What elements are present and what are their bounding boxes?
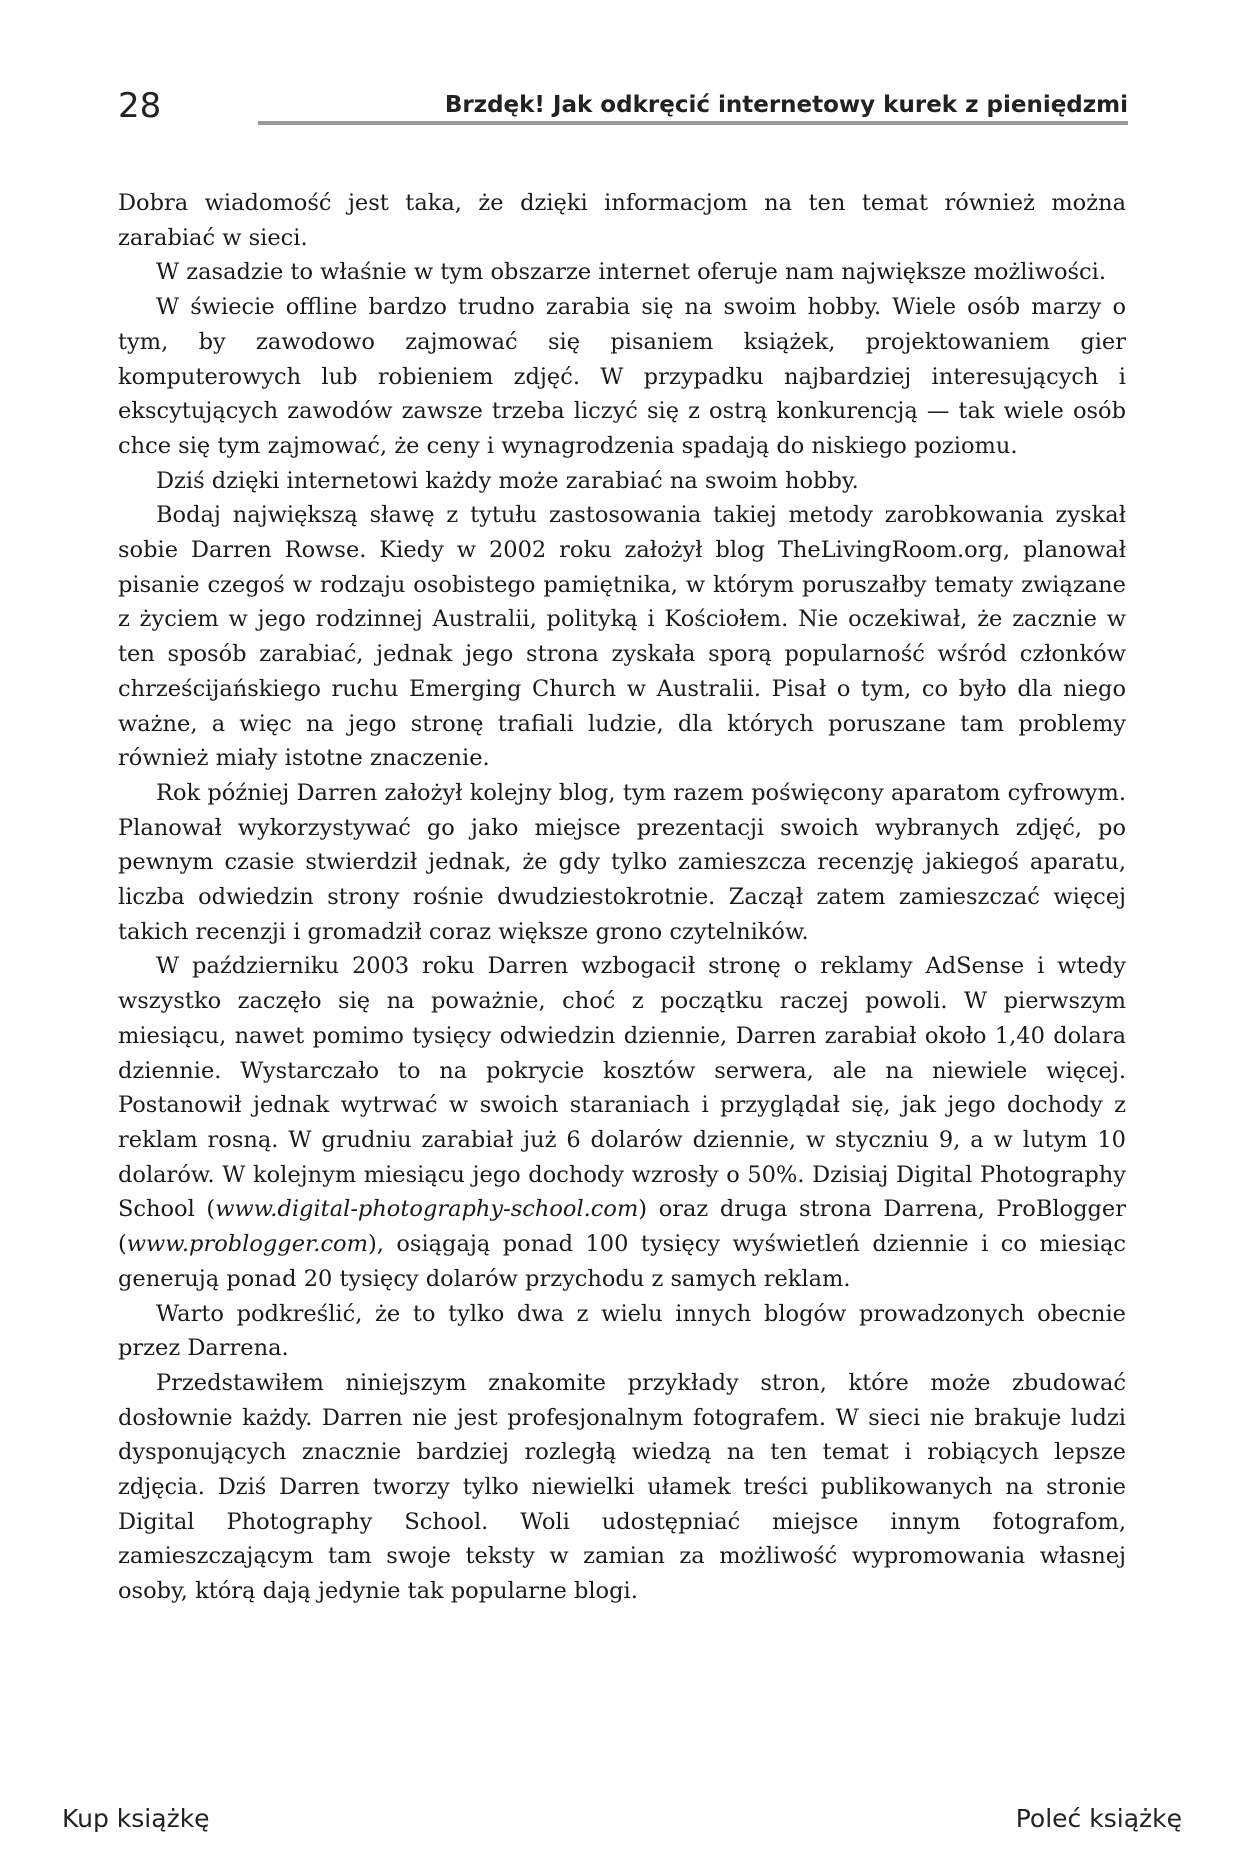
recommend-book-link[interactable]: Poleć książkę (1015, 1804, 1182, 1833)
paragraph-8: Warto podkreślić, że to tylko dwa z wielu innych blogów prowadzonych obecnie przez Darrena. (118, 1300, 1126, 1362)
paragraph-7: W październiku 2003 roku Darren wzbogacił stronę o reklamy AdSense i wtedy wszystko zaczęło się na poważnie, choć z początku raczej powoli. W pierwszym miesiącu, nawet pomimo tysięcy odwiedzin dziennie, Darren zarabiał około 1,40 dolara dziennie. Wystarczało to na pokrycie kosztów serwera, ale na niewiele więcej. Postanowił jednak wytrwać w swoich staraniach i przyglądał się, jak jego dochody z reklam rosną. W grudniu zarabiał już 6 dolarów dziennie, w styczniu 9, a w lutym 10 dolarów. W kolejnym miesiącu jego dochody wzrosły o 50%. Dzisiaj Digital Photography School (www.digital-photography-school.com) oraz druga strona Darrena, ProBlogger (www.problogger.com), osiągają ponad 100 tysięcy wyświetleń dziennie i co miesiąc generują ponad 20 tysięcy dolarów przychodu z samych reklam. (118, 953, 1126, 1292)
page-number: 28 (118, 86, 162, 126)
url-text: www.digital-photography-school.com (215, 1196, 639, 1223)
paragraph-9: Przedstawiłem niniejszym znakomite przykłady stron, które może zbudować dosłownie każdy. Darren nie jest profesjonalnym fotografem. W sieci nie brakuje ludzi dysponujących znacznie bardziej rozległą wiedzą na ten temat i robiących lepsze zdjęcia. Dziś Darren tworzy tylko niewielki ułamek treści publikowanych na stronie Digital Photography School. Woli udostępniać miejsce innym fotografom, zamieszczającym tam swoje teksty w zamian za możliwość wypromowania własnej osoby, którą dają jedynie tak popularne blogi. (118, 1369, 1126, 1605)
paragraph-2: W zasadzie to właśnie w tym obszarze internet oferuje nam największe możliwości. (156, 259, 1106, 286)
paragraph-5: Bodaj największą sławę z tytułu zastosowania takiej metody zarobkowania zyskał sobie Darren Rowse. Kiedy w 2002 roku założył blog TheLivingRoom.org, planował pisanie czegoś w rodzaju osobistego pamiętnika, w którym poruszałby tematy związane z życiem w jego rodzinnej Australii, polityką i Kościołem. Nie oczekiwał, że zacznie w ten sposób zarabiać, jednak jego strona zyskała sporą popularność wśród członków chrześcijańskiego ruchu Emerging Church w Australii. Pisał o tym, co było dla niego ważne, a więc na jego stronę trafiali ludzie, dla których poruszane tam problemy również miały istotne znaczenie. (118, 502, 1126, 772)
url-text: www.problogger.com (126, 1231, 368, 1258)
paragraph-3: W świecie offline bardzo trudno zarabia się na swoim hobby. Wiele osób marzy o tym, by zawodowo zajmować się pisaniem książek, projektowaniem gier komputerowych lub robieniem zdjęć. W przypadku najbardziej interesujących i ekscytujących zawodów zawsze trzeba liczyć się z ostrą konkurencją — tak wiele osób chce się tym zajmować, że ceny i wynagrodzenia spadają do niskiego poziomu. (118, 294, 1126, 459)
body-text (118, 186, 1126, 1609)
paragraph-4: Dziś dzięki internetowi każdy może zarabiać na swoim hobby. (156, 467, 859, 494)
header-rule (258, 121, 1128, 125)
running-head-title: Brzdęk! Jak odkręcić internetowy kurek z pieniędzmi (444, 92, 1128, 118)
paragraph-1: Dobra wiadomość jest taka, że dzięki informacjom na ten temat również można zarabiać w sieci. (118, 190, 1126, 251)
paragraph-6: Rok później Darren założył kolejny blog, tym razem poświęcony aparatom cyfrowym. Planował wykorzystywać go jako miejsce prezentacji swoich wybranych zdjęć, po pewnym czasie stwierdził jednak, że gdy tylko zamieszcza recenzję jakiegoś aparatu, liczba odwiedzin strony rośnie dwudziestokrotnie. Zaczął zatem zamieszczać więcej takich recenzji i gromadził coraz większe grono czytelników. (118, 779, 1126, 945)
buy-book-link[interactable]: Kup książkę (62, 1804, 210, 1833)
